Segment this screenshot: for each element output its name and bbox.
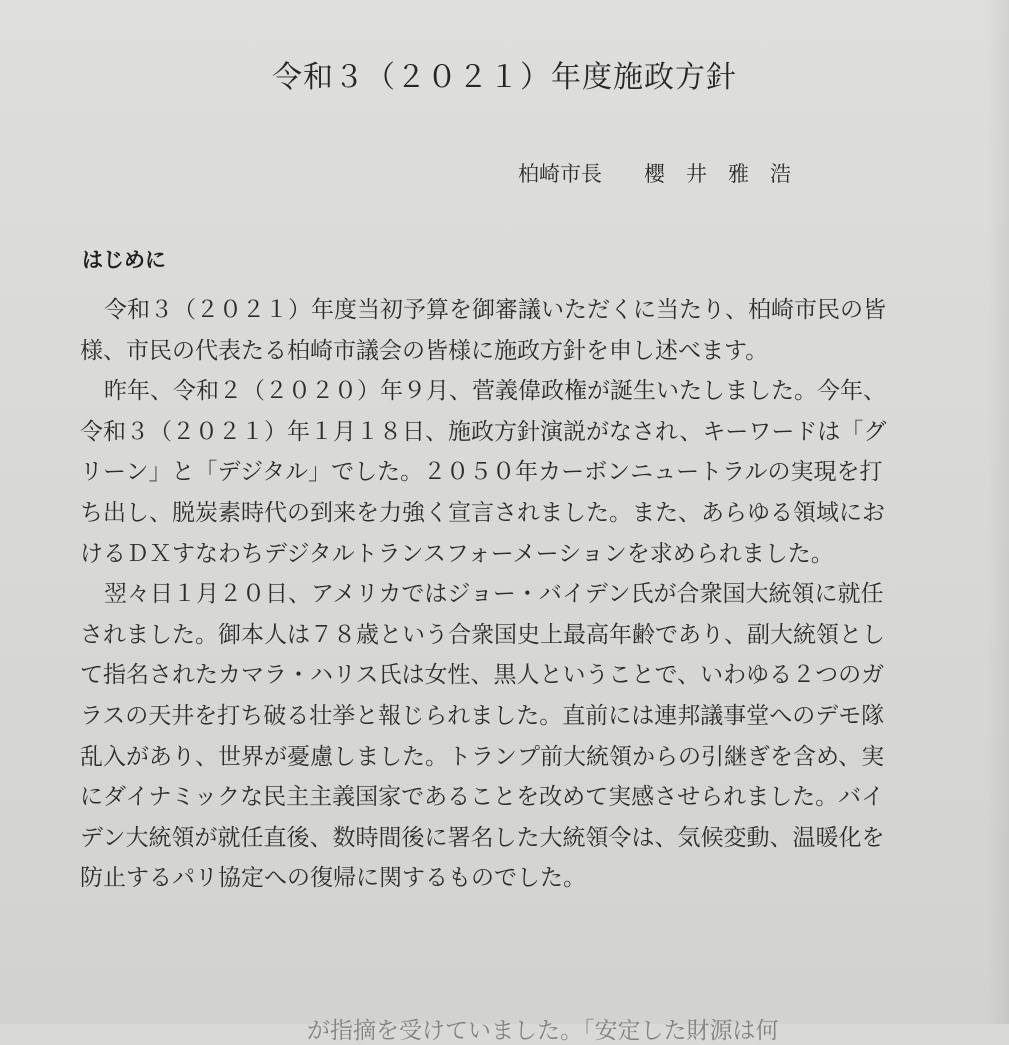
text-line: て指名されたカマラ・ハリス氏は女性、黒人ということで、いわゆる２つのガ [80, 662, 885, 689]
document-title: 令和３（２０２１）年度施政方針 [272, 60, 737, 95]
author-line: 柏崎市長 櫻 井 雅 浩 [518, 162, 791, 186]
text-line: 防止するパリ協定への復帰に関するものでした。 [80, 865, 586, 892]
text-line: 様、市民の代表たる柏崎市議会の皆様に施政方針を申し述べます。 [80, 337, 769, 364]
section-heading: はじめに [82, 248, 166, 272]
text-line: リーン」と「デジタル」でした。２０５０年カーボンニュートラルの実現を打 [80, 459, 883, 486]
cut-off-line: が指摘を受けていました。「安定した財源は何 [100, 1018, 779, 1044]
text-line: にダイナミックな民主主義国家であることを改めて実感させられました。バイ [80, 784, 885, 811]
text-line: デン大統領が就任直後、数時間後に署名した大統領令は、気候変動、温暖化を [80, 824, 885, 851]
text-line: 令和３（２０２１）年度当初予算を御審議いただくに当たり、柏崎市民の皆 [104, 297, 886, 323]
text-line: ち出し、脱炭素時代の到来を力強く宣言されました。また、あらゆる領域にお [80, 499, 885, 526]
text-line: ラスの天井を打ち破る壮挙と報じられました。直前には連邦議事堂へのデモ隊 [80, 702, 885, 729]
text-line: 昨年、令和２（２０２０）年９月、菅義偉政権が誕生いたしました。今年、 [104, 378, 886, 405]
page-edge-shadow [987, 0, 1009, 1024]
text-line: 翌々日１月２０日、アメリカではジョー・バイデン氏が合衆国大統領に就任 [104, 581, 884, 608]
text-line: 乱入があり、世界が憂慮しました。トランプ前大統領からの引継ぎを含め、実 [80, 743, 885, 770]
text-line: されました。御本人は７８歳という合衆国史上最高年齢であり、副大統領とし [80, 621, 885, 648]
text-line: 令和３（２０２１）年１月１８日、施政方針演説がなされ、キーワードは「グ [80, 418, 887, 445]
body-text [80, 290, 980, 899]
text-line: けるＤＸすなわちデジタルトランスフォーメーションを求められました。 [80, 540, 834, 567]
